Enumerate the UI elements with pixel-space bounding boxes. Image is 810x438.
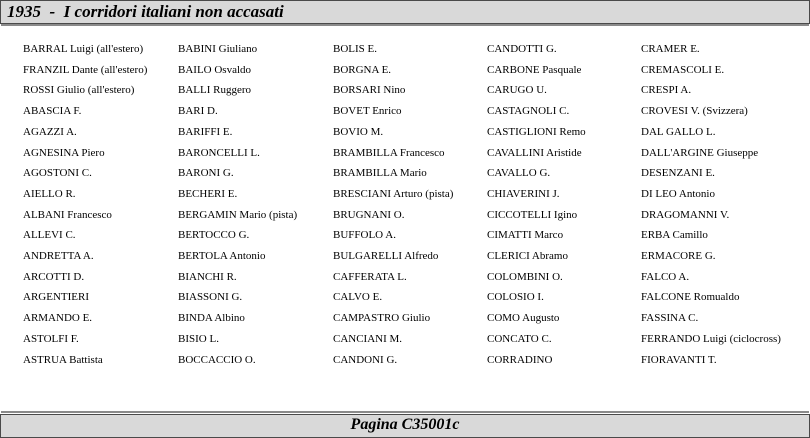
rider-name: CASTIGLIONI Remo — [487, 125, 586, 138]
rider-name: BIASSONI G. — [178, 291, 243, 304]
rider-name: CONCATO C. — [487, 332, 552, 345]
rider-name: AGOSTONI C. — [23, 167, 92, 180]
rider-name: BOVET Enrico — [333, 105, 402, 118]
rider-name: BERTOLA Antonio — [178, 250, 266, 262]
rider-name: CALVO E. — [333, 291, 383, 304]
rider-name: CLERICI Abramo — [487, 250, 568, 262]
rider-name: COMO Augusto — [487, 312, 560, 325]
rider-name: FASSINA C. — [641, 312, 699, 325]
rider-name: CAVALLO G. — [487, 167, 551, 180]
rider-name: FALCONE Romualdo — [641, 291, 740, 304]
rider-name: BOVIO M. — [333, 125, 384, 138]
page-title: 1935 - I corridori italiani non accasati — [7, 2, 284, 21]
rider-name: BARRAL Luigi (all'estero) — [23, 43, 144, 55]
rider-name: BORGNA E. — [333, 63, 392, 76]
rider-name: ARGENTIERI — [23, 291, 89, 304]
rider-name: BORSARI Nino — [333, 84, 406, 97]
rider-name: CAVALLINI Aristide — [487, 146, 582, 159]
rider-name: CRESPI A. — [641, 84, 692, 97]
rider-name: BARI D. — [178, 105, 218, 118]
rider-name: FIORAVANTI T. — [641, 353, 717, 366]
rider-name: CICCOTELLI Igino — [487, 208, 578, 221]
rider-name: CARUGO U. — [487, 84, 547, 97]
rider-name: AGAZZI A. — [23, 125, 77, 138]
rider-name: FERRANDO Luigi (ciclocross) — [641, 332, 781, 345]
rider-name: BAILO Osvaldo — [178, 63, 252, 76]
rider-name: CROVESI V. (Svizzera) — [641, 105, 748, 118]
rider-name: CARBONE Pasquale — [487, 63, 582, 76]
rider-name: CAMPASTRO Giulio — [333, 312, 431, 325]
rider-name: CASTAGNOLI C. — [487, 105, 570, 118]
rider-name: BINDA Albino — [178, 312, 245, 325]
rider-name: ARMANDO E. — [23, 312, 93, 325]
rider-name: BARONI G. — [178, 167, 234, 180]
rider-name: CREMASCOLI E. — [641, 63, 725, 76]
rider-name: ASTRUA Battista — [23, 353, 103, 366]
rider-name: ROSSI Giulio (all'estero) — [23, 84, 135, 97]
rider-name: AIELLO R. — [23, 187, 76, 200]
rider-name: DAL GALLO L. — [641, 125, 716, 138]
rider-name: BARONCELLI L. — [178, 146, 260, 159]
rider-name: FRANZIL Dante (all'estero) — [23, 63, 148, 76]
rider-name: FALCO A. — [641, 270, 690, 283]
rider-name: COLOSIO I. — [487, 291, 544, 304]
rider-name: BULGARELLI Alfredo — [333, 250, 439, 262]
rider-name: CANDONI G. — [333, 353, 398, 366]
rider-name: AGNESINA Piero — [23, 146, 105, 159]
rider-name: ALBANI Francesco — [23, 208, 112, 221]
rider-name: BIANCHI R. — [178, 270, 237, 283]
rider-name: BOCCACCIO O. — [178, 353, 256, 366]
rider-name: ASTOLFI F. — [23, 332, 79, 345]
rider-name: CANDOTTI G. — [487, 43, 557, 55]
rider-name: ERBA Camillo — [641, 229, 708, 242]
rider-name: BRAMBILLA Mario — [333, 167, 427, 180]
rider-name: CRAMER E. — [641, 43, 700, 55]
rider-name: DESENZANI E. — [641, 167, 715, 180]
rider-name: BISIO L. — [178, 332, 219, 345]
rider-name: ANDRETTA A. — [23, 250, 94, 262]
rider-name: BRESCIANI Arturo (pista) — [333, 187, 454, 200]
rider-name: CANCIANI M. — [333, 332, 403, 345]
rider-name: DRAGOMANNI V. — [641, 208, 730, 221]
rider-name: CAFFERATA L. — [333, 270, 407, 283]
rider-name: ABASCIA F. — [23, 105, 82, 118]
rider-name: BERGAMIN Mario (pista) — [178, 208, 298, 221]
rider-name: CIMATTI Marco — [487, 229, 564, 242]
rider-name: CORRADINO — [487, 353, 553, 366]
rider-name: ALLEVI C. — [23, 229, 76, 242]
rider-name: BABINI Giuliano — [178, 43, 258, 55]
rider-name: BALLI Ruggero — [178, 84, 252, 97]
rider-name: DALL'ARGINE Giuseppe — [641, 146, 759, 159]
rider-name: ARCOTTI D. — [23, 270, 85, 283]
rider-name: BECHERI E. — [178, 187, 238, 200]
rider-name: BARIFFI E. — [178, 125, 233, 138]
rider-name: BUFFOLO A. — [333, 229, 396, 242]
rider-name: DI LEO Antonio — [641, 187, 715, 200]
rider-name: BRAMBILLA Francesco — [333, 146, 445, 159]
page-footer — [0, 414, 810, 438]
rider-name: BOLIS E. — [333, 43, 377, 55]
rider-name: BRUGNANI O. — [333, 208, 405, 221]
rider-name: COLOMBINI O. — [487, 270, 563, 283]
page-number: Pagina C35001c — [350, 416, 460, 433]
rider-name: ERMACORE G. — [641, 250, 716, 262]
rider-name: CHIAVERINI J. — [487, 187, 560, 200]
rider-name: BERTOCCO G. — [178, 229, 250, 242]
